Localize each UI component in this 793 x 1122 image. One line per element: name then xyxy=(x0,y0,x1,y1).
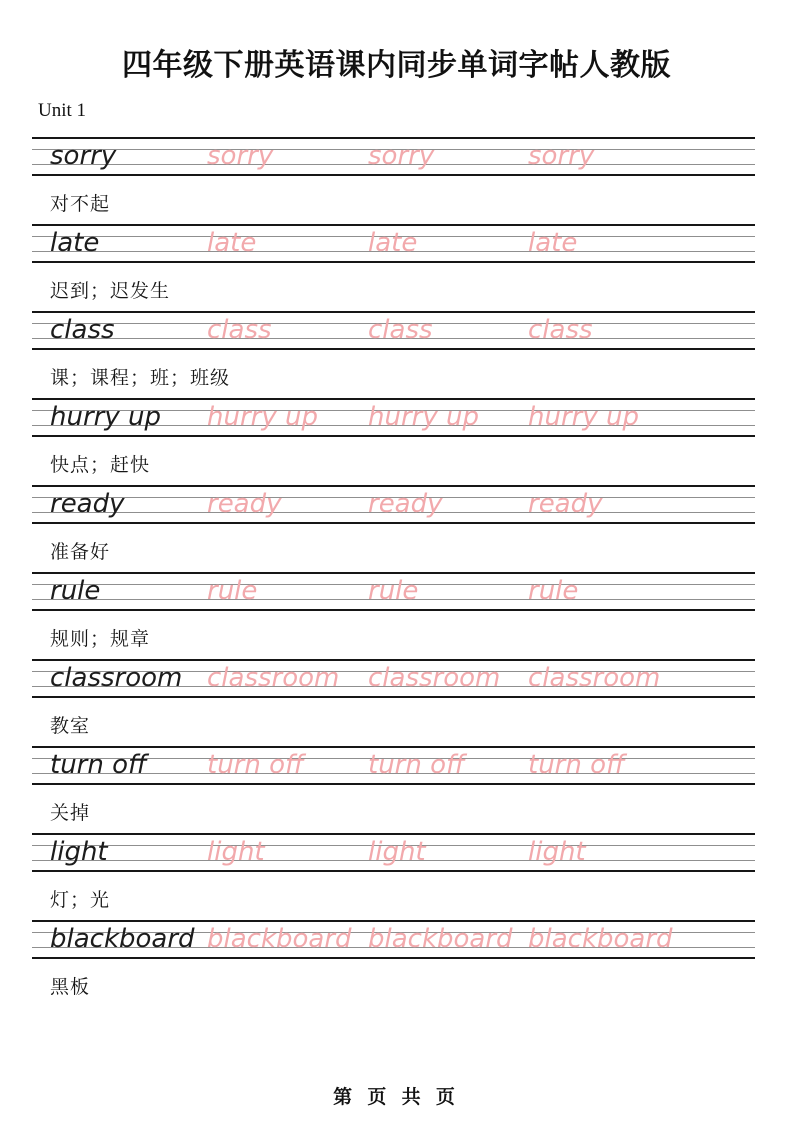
word-meaning: 课；课程；班；班级 xyxy=(50,367,231,389)
unit-label: Unit 1 xyxy=(38,100,87,121)
trace-word-2: blackboard xyxy=(368,924,513,954)
word-row xyxy=(0,485,793,572)
page-title: 四年级下册英语课内同步单词字帖人教版 xyxy=(122,49,671,82)
practice-word: class xyxy=(50,315,115,345)
word-row xyxy=(0,137,793,224)
trace-word-2: hurry up xyxy=(368,402,479,432)
word-row xyxy=(0,659,793,746)
trace-word-3: light xyxy=(528,837,586,867)
practice-guide xyxy=(32,572,755,611)
trace-word-3: turn off xyxy=(528,750,625,780)
trace-word-1: late xyxy=(207,228,257,258)
word-meaning: 准备好 xyxy=(50,541,111,563)
word-row xyxy=(0,920,793,1007)
practice-guide xyxy=(32,920,755,959)
practice-guide xyxy=(32,485,755,524)
word-row xyxy=(0,833,793,920)
trace-word-1: rule xyxy=(207,576,258,606)
practice-guide xyxy=(32,659,755,698)
word-row xyxy=(0,572,793,659)
word-rows xyxy=(0,137,793,1007)
trace-word-1: sorry xyxy=(207,141,274,171)
trace-word-1: blackboard xyxy=(207,924,352,954)
trace-word-1: ready xyxy=(207,489,282,519)
practice-guide xyxy=(32,137,755,176)
word-meaning: 教室 xyxy=(50,715,91,737)
trace-word-3: sorry xyxy=(528,141,595,171)
page-footer: 第 页 共 页 xyxy=(333,1087,460,1108)
word-row xyxy=(0,311,793,398)
word-meaning: 灯；光 xyxy=(50,889,111,911)
trace-word-1: light xyxy=(207,837,265,867)
practice-word: light xyxy=(50,837,108,867)
trace-word-3: rule xyxy=(528,576,579,606)
word-meaning: 迟到；迟发生 xyxy=(50,280,171,302)
word-row xyxy=(0,398,793,485)
trace-word-2: late xyxy=(368,228,418,258)
practice-word: sorry xyxy=(50,141,117,171)
practice-guide xyxy=(32,746,755,785)
word-meaning: 对不起 xyxy=(50,193,111,215)
word-meaning: 快点；赶快 xyxy=(50,454,151,476)
trace-word-3: hurry up xyxy=(528,402,639,432)
trace-word-2: sorry xyxy=(368,141,435,171)
trace-word-2: class xyxy=(368,315,433,345)
practice-word: blackboard xyxy=(50,924,195,954)
word-meaning: 规则；规章 xyxy=(50,628,151,650)
trace-word-3: class xyxy=(528,315,593,345)
practice-guide xyxy=(32,224,755,263)
trace-word-2: turn off xyxy=(368,750,465,780)
word-meaning: 黑板 xyxy=(50,976,91,998)
trace-word-3: blackboard xyxy=(528,924,673,954)
trace-word-2: light xyxy=(368,837,426,867)
trace-word-1: class xyxy=(207,315,272,345)
trace-word-1: hurry up xyxy=(207,402,318,432)
trace-word-3: classroom xyxy=(528,663,661,693)
trace-word-2: rule xyxy=(368,576,419,606)
trace-word-3: ready xyxy=(528,489,603,519)
practice-word: ready xyxy=(50,489,125,519)
word-row xyxy=(0,224,793,311)
practice-word: late xyxy=(50,228,100,258)
trace-word-2: classroom xyxy=(368,663,501,693)
practice-guide xyxy=(32,398,755,437)
practice-guide xyxy=(32,311,755,350)
practice-word: hurry up xyxy=(50,402,161,432)
word-meaning: 关掉 xyxy=(50,802,91,824)
practice-guide xyxy=(32,833,755,872)
trace-word-2: ready xyxy=(368,489,443,519)
word-row xyxy=(0,746,793,833)
trace-word-1: classroom xyxy=(207,663,340,693)
practice-word: turn off xyxy=(50,750,147,780)
practice-word: classroom xyxy=(50,663,183,693)
trace-word-1: turn off xyxy=(207,750,304,780)
practice-word: rule xyxy=(50,576,101,606)
trace-word-3: late xyxy=(528,228,578,258)
